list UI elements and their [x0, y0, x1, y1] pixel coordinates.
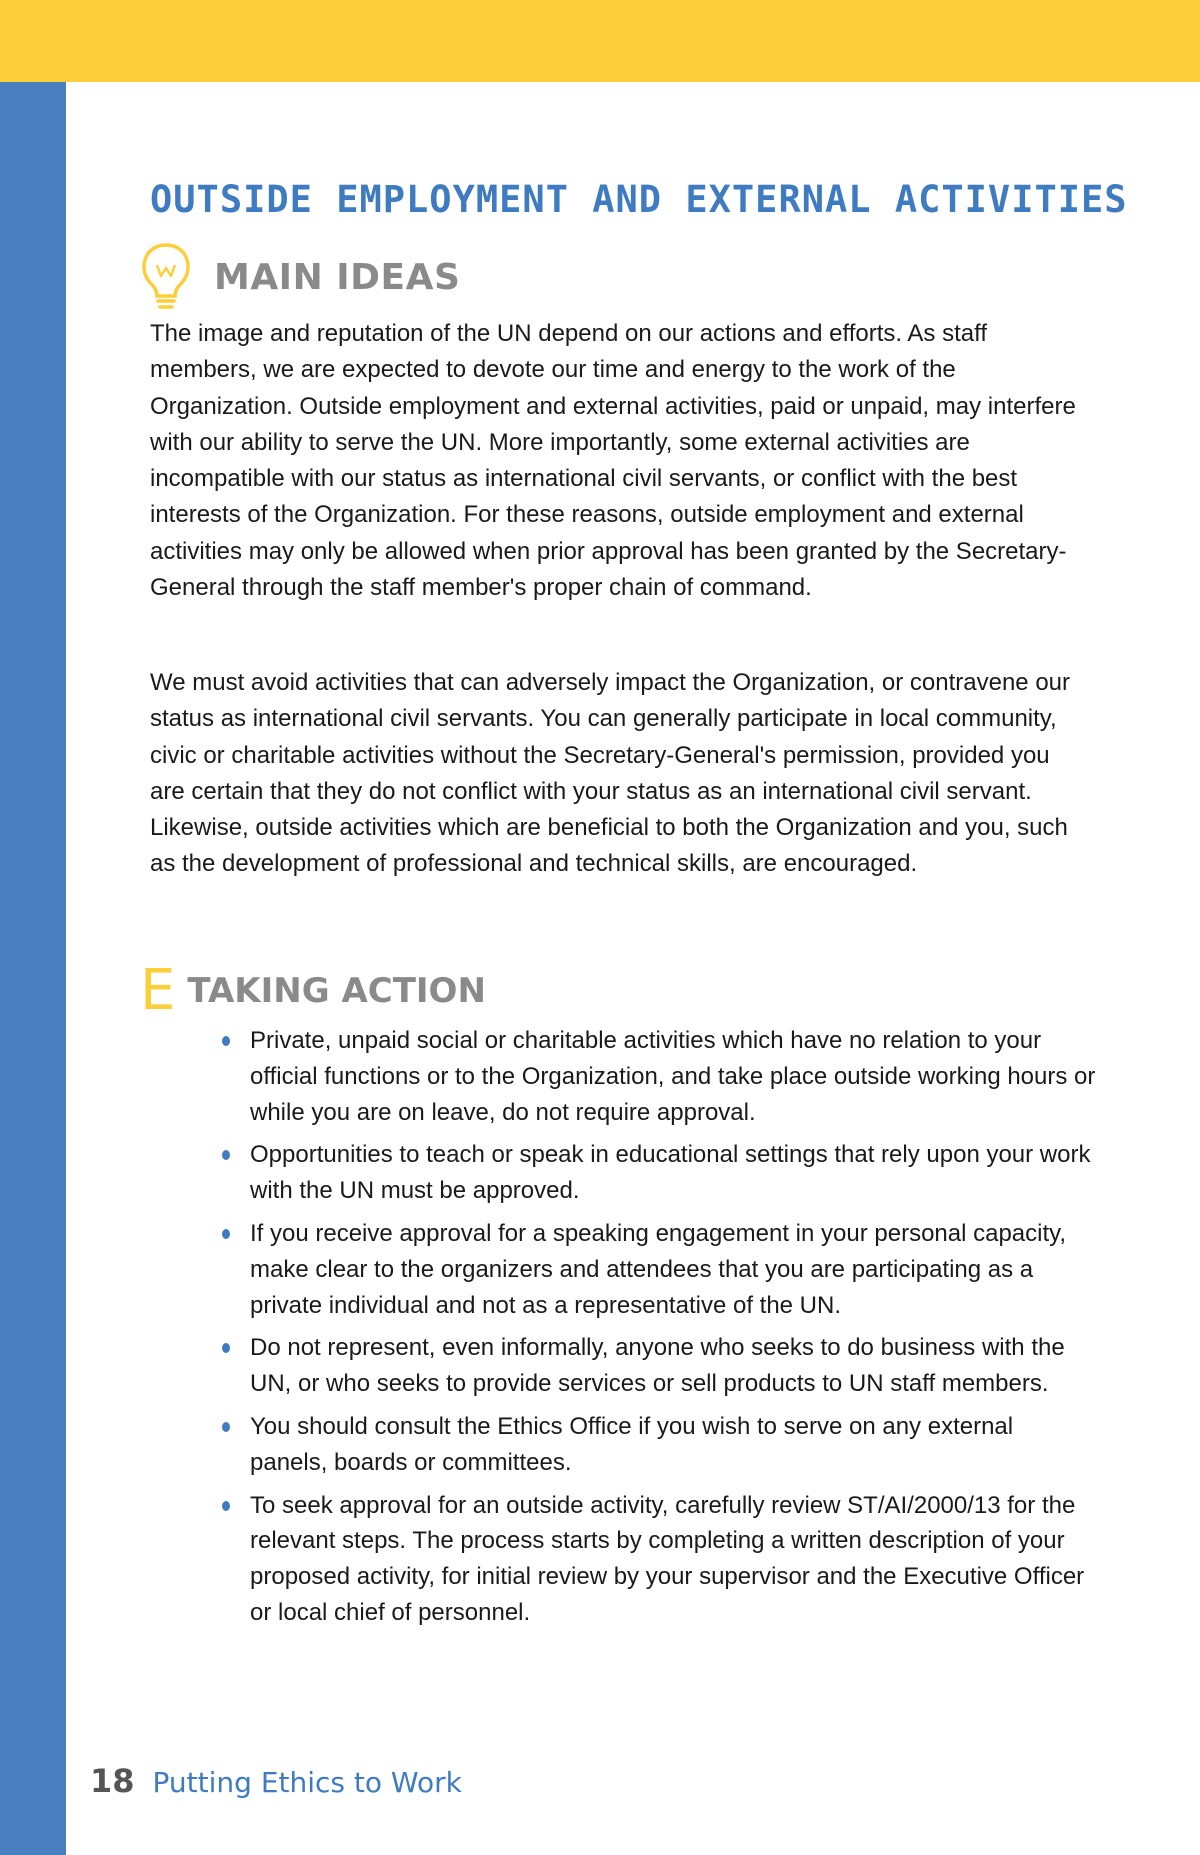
main-ideas-label: MAIN IDEAS: [214, 256, 461, 298]
bullet-icon: [222, 1150, 230, 1160]
list-item: [222, 1137, 1097, 1209]
footer-title: Putting Ethics to Work: [152, 1766, 462, 1799]
main-ideas-paragraph: The image and reputation of the UN depend on our actions and efforts. As staff members, we are expected to devote our time and energy to the work of the Organization. Outside employment and external activities, paid or unpaid, may interfere with our ability to serve the UN. More importantly, some external activities are incompatible with our status as international civil servants, or conflict with the best interests of the Organization. For these reasons, outside employment and external activities may only be allowed when prior approval has been granted by the Secretary-General through the staff member's proper chain of command.: [150, 320, 1076, 602]
list-item: [222, 1409, 1097, 1481]
list-item-text: If you receive approval for a speaking engagement in your personal capacity, make clear to the organizers and attendees that you are participating as a private individual and not as a representative of the UN.: [250, 1219, 1067, 1319]
list-item-text: Private, unpaid social or charitable activities which have no relation to your official functions or to the Organization, and take place outside working hours or while you are on leave, do not require approval.: [250, 1027, 1096, 1126]
taking-action-label: TAKING ACTION: [187, 971, 486, 1011]
list-item-text: To seek approval for an outside activity, carefully review ST/AI/2000/13 for the relevant steps. The process starts by completing a written description of your proposed activity, for initial review by your supervisor and the Executive Officer or local chief of personnel.: [250, 1491, 1085, 1626]
list-item-text: Do not represent, even informally, anyone who seeks to do business with the UN, or who seeks to provide services or sell products to UN staff members.: [250, 1334, 1065, 1398]
main-ideas-heading: [140, 242, 460, 312]
list-item: [222, 1488, 1097, 1631]
top-color-band: [0, 0, 1200, 82]
bullet-icon: [222, 1229, 230, 1239]
list-item-text: Opportunities to teach or speak in educational settings that rely upon your work with the UN must be approved.: [250, 1141, 1091, 1205]
page-number: 18: [90, 1762, 135, 1800]
side-color-band: [0, 82, 66, 1855]
taking-action-list: [222, 1023, 1097, 1638]
list-item: [222, 1216, 1097, 1323]
bullet-icon: [222, 1036, 230, 1046]
bullet-icon: [222, 1422, 230, 1432]
e-letter-icon: E: [140, 958, 176, 1023]
lightbulb-icon: [140, 242, 192, 312]
list-item: [222, 1023, 1097, 1130]
bullet-icon: [222, 1501, 230, 1511]
list-item: [222, 1330, 1097, 1402]
list-item-text: You should consult the Ethics Office if you wish to serve on any external panels, boards or committees.: [250, 1412, 1014, 1476]
main-ideas-paragraph: We must avoid activities that can adversely impact the Organization, or contravene our status as international civil servants. You can generally participate in local community, civic or charitable activities without the Secretary-General's permission, provided you are certain that they do not conflict with your status as an international civil servant. Likewise, outside activities which are beneficial to both the Organization and you, such as the development of professional and technical skills, are encouraged.: [150, 669, 1071, 878]
page-footer: [90, 1762, 462, 1800]
taking-action-heading: [140, 958, 486, 1023]
bullet-icon: [222, 1343, 230, 1353]
section-title: OUTSIDE EMPLOYMENT AND EXTERNAL ACTIVITIES: [150, 178, 1128, 221]
